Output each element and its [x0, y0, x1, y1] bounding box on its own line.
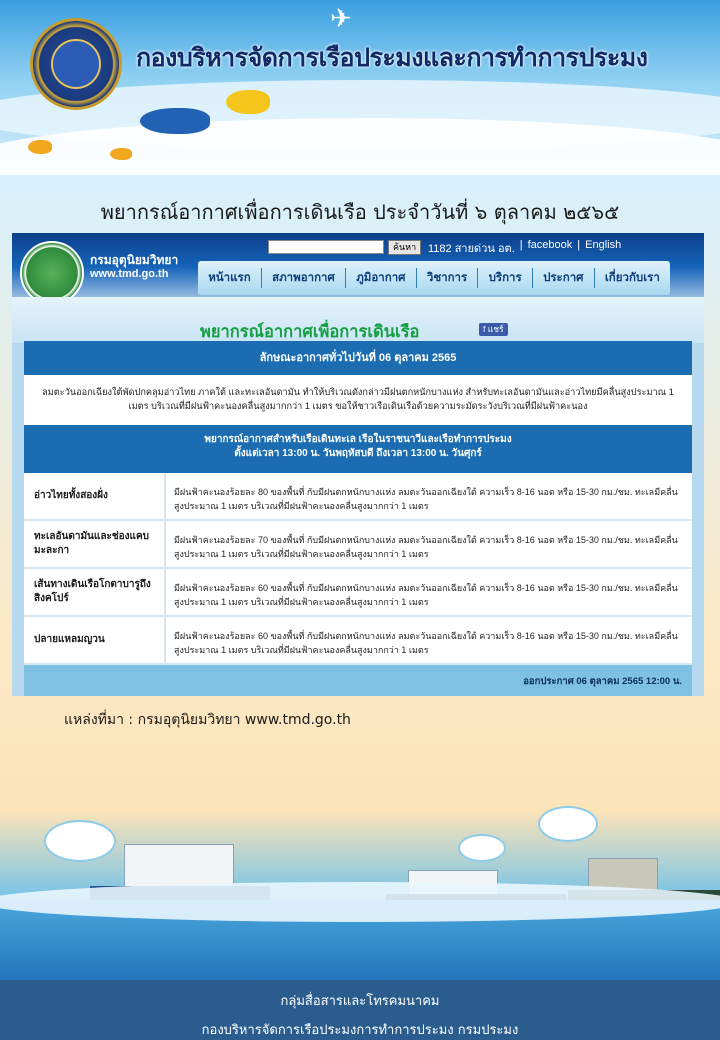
- menu-item-about[interactable]: เกี่ยวกับเรา: [604, 272, 660, 284]
- general-weather-text: ลมตะวันออกเฉียงใต้พัดปกคลุมอ่าวไทย ภาคใต้ และทะเลอันดามัน ทำให้บริเวณดังกล่าวมีฝนตกหนักบางแห่ง สำหรับทะเลอันดามันและอ่าวไทยมีคลื่นสูงประมาณ 1 เมตร บริเวณที่มีฝนฟ้าคะนองคลื่นสูงมากกว่า 1 เมตร ขอให้ชาวเรือเดินเรือด้วยความระมัดระวังบริเวณที่มีฝนฟ้าคะนอง: [24, 375, 692, 425]
- area-cell: ปลายแหลมญวน: [24, 617, 166, 663]
- footer: [0, 980, 720, 1040]
- fish-icon: [28, 140, 52, 154]
- tmd-top-links: [428, 239, 621, 257]
- ship-cabin: [124, 844, 234, 888]
- marine-forecast-header: [24, 425, 692, 473]
- cloud-icon: [538, 806, 598, 842]
- table-row: [24, 569, 692, 617]
- menu-item-home[interactable]: หน้าแรก: [198, 268, 262, 288]
- wave-crest: [0, 882, 720, 922]
- area-cell: อ่าวไทยทั้งสองฝั่ง: [24, 473, 166, 519]
- facebook-share-button[interactable]: f แชร์: [479, 323, 508, 336]
- sea: [0, 900, 720, 990]
- tmd-name-th: กรมอุตุนิยมวิทยา: [90, 253, 179, 267]
- marine-forecast-period: ตั้งแต่เวลา 13:00 น. วันพฤหัสบดี ถึงเวลา 13:00 น. วันศุกร์: [234, 448, 482, 459]
- menu-item-weather[interactable]: สภาพอากาศ: [262, 268, 346, 288]
- forecast-cell: มีฝนฟ้าคะนองร้อยละ 60 ของพื้นที่ กับมีฝนตกหนักบางแห่ง ลมตะวันออกเฉียงใต้ ความเร็ว 8-16 นอต หรือ 15-30 กม./ชม. ทะเลมีคลื่นสูงประมาณ 1 เมตร บริเวณที่มีฝนฟ้าคะนองคลื่นสูงมากกว่า 1 เมตร: [174, 583, 678, 607]
- menu-item-climate[interactable]: ภูมิอากาศ: [346, 268, 417, 288]
- tmd-brand: [90, 253, 178, 281]
- tmd-search-bar: [268, 238, 421, 256]
- page-heading: พยากรณ์อากาศเพื่อการเดินเรือ ประจำวันที่ ๖ ตุลาคม ๒๕๖๕: [100, 200, 620, 224]
- table-row: [24, 521, 692, 569]
- area-cell: เส้นทางเดินเรือโกตาบารูถึงสิงคโปร์: [24, 569, 166, 615]
- banner: [0, 0, 720, 175]
- footer-line-2: กองบริหารจัดการเรือประมงการทำการประมง กรมประมง: [201, 1023, 519, 1038]
- footer-line-1: กลุ่มสื่อสารและโทรคมนาคม: [280, 994, 440, 1009]
- tmd-logo-icon[interactable]: [20, 241, 84, 305]
- source-credit: แหล่งที่มา : กรมอุตุนิยมวิทยา www.tmd.go.th: [64, 712, 351, 728]
- fish-icon: [140, 108, 210, 134]
- fish-icon: [226, 90, 270, 114]
- forecast-panel: [24, 341, 692, 696]
- search-input[interactable]: [268, 240, 384, 254]
- link-separator: |: [577, 239, 581, 251]
- issued-time: ออกประกาศ 06 ตุลาคม 2565 12:00 น.: [24, 665, 692, 696]
- table-row: [24, 617, 692, 665]
- forecast-cell: มีฝนฟ้าคะนองร้อยละ 60 ของพื้นที่ กับมีฝนตกหนักบางแห่ง ลมตะวันออกเฉียงใต้ ความเร็ว 8-16 นอต หรือ 15-30 กม./ชม. ทะเลมีคลื่นสูงประมาณ 1 เมตร บริเวณที่มีฝนฟ้าคะนองคลื่นสูงมากกว่า 1 เมตร: [174, 631, 678, 655]
- link-separator: |: [519, 239, 523, 251]
- tmd-main-menu: [198, 261, 670, 295]
- table-row: [24, 473, 692, 521]
- cloud-icon: [458, 834, 506, 862]
- marine-forecast-title: พยากรณ์อากาศสำหรับเรือเดินทะเล เรือในราชนาวีและเรือทำการประมง: [204, 434, 512, 445]
- tmd-screenshot: [12, 233, 704, 696]
- tmd-url[interactable]: www.tmd.go.th: [90, 268, 169, 280]
- forecast-cell: มีฝนฟ้าคะนองร้อยละ 70 ของพื้นที่ กับมีฝนตกหนักบางแห่ง ลมตะวันออกเฉียงใต้ ความเร็ว 8-16 นอต หรือ 15-30 กม./ชม. ทะเลมีคลื่นสูงประมาณ 1 เมตร บริเวณที่มีฝนฟ้าคะนองคลื่นสูงมากกว่า 1 เมตร: [174, 535, 678, 559]
- menu-item-services[interactable]: บริการ: [478, 268, 532, 288]
- seagull-icon: ✈: [330, 4, 352, 34]
- general-weather-header: ลักษณะอากาศทั่วไปวันที่ 06 ตุลาคม 2565: [24, 341, 692, 375]
- seal-emblem: [51, 39, 101, 89]
- forecast-page-title: พยากรณ์อากาศเพื่อการเดินเรือ: [200, 323, 420, 341]
- forecast-table: [24, 473, 692, 665]
- forecast-cell: มีฝนฟ้าคะนองร้อยละ 80 ของพื้นที่ กับมีฝนตกหนักบางแห่ง ลมตะวันออกเฉียงใต้ ความเร็ว 8-16 นอต หรือ 15-30 กม./ชม. ทะเลมีคลื่นสูงประมาณ 1 เมตร บริเวณที่มีฝนฟ้าคะนองคลื่นสูงมากกว่า 1 เมตร: [174, 487, 678, 511]
- menu-item-announcements[interactable]: ประกาศ: [533, 268, 595, 288]
- menu-item-academic[interactable]: วิชาการ: [417, 268, 479, 288]
- search-button[interactable]: ค้นหา: [388, 240, 421, 255]
- fish-icon: [110, 148, 132, 160]
- english-link[interactable]: English: [585, 239, 622, 251]
- facebook-link[interactable]: facebook: [527, 239, 573, 251]
- department-of-fisheries-seal-icon: [30, 18, 122, 110]
- banner-title: กองบริหารจัดการเรือประมงและการทำการประมง: [136, 43, 648, 72]
- area-cell: ทะเลอันดามันและช่องแคบมะละกา: [24, 521, 166, 567]
- hotline-link[interactable]: 1182 สายด่วน อต.: [428, 243, 515, 255]
